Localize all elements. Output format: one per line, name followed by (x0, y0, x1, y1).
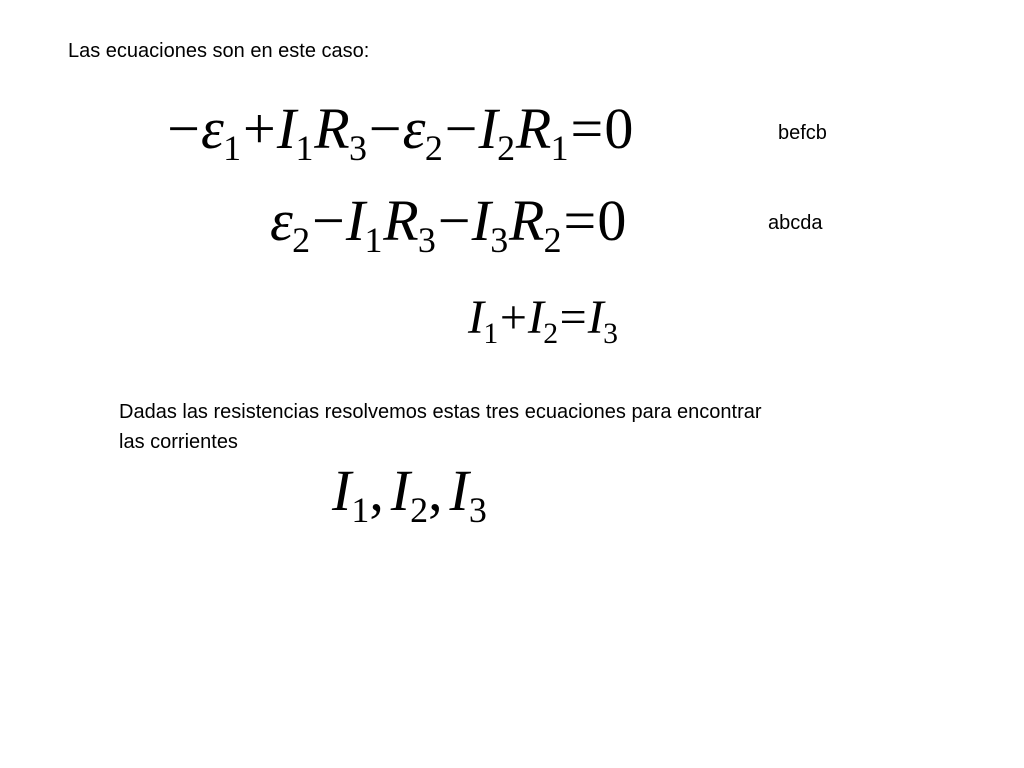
eq3-current-subscript: 1 (483, 316, 499, 350)
eq2-resistance-symbol-2: R (508, 188, 545, 253)
eq2-resistance-symbol: R (383, 188, 419, 253)
eq2-emf-symbol: ε (270, 188, 293, 253)
eq3-equals: = (559, 291, 587, 344)
eq2-emf-subscript: 2 (292, 219, 311, 260)
loop-label-befcb: befcb (778, 122, 827, 144)
eq2-current-symbol: I (345, 188, 366, 253)
eq1-resistance-symbol-2: R (515, 96, 552, 161)
eq1-resistance-symbol: R (314, 96, 350, 161)
eq1-current-subscript: 1 (295, 127, 314, 168)
currents-comma-1: , (369, 458, 384, 523)
eq2-resistance-subscript-2: 2 (543, 219, 562, 260)
eq1-equals: = (570, 96, 604, 161)
eq3-plus: + (499, 291, 527, 344)
equation-junction (468, 291, 619, 350)
eq2-current-subscript-2: 3 (490, 219, 509, 260)
eq3-current-symbol-2: I (527, 291, 544, 344)
eq2-current-symbol-2: I (471, 188, 491, 253)
explanation-line-2: las corrientes (119, 431, 238, 453)
eq1-plus: + (243, 96, 276, 161)
eq1-emf-symbol-2: ε (402, 96, 426, 161)
current-3-subscript: 3 (468, 489, 487, 530)
eq1-current-symbol-2: I (478, 96, 498, 161)
current-1-subscript: 1 (351, 489, 370, 530)
eq1-resistance-subscript-2: 1 (550, 127, 569, 168)
eq1-emf-subscript-2: 2 (424, 127, 443, 168)
explanation-line-1: Dadas las resistencias resolvemos estas tres ecuaciones para encontrar (119, 401, 762, 423)
intro-text: Las ecuaciones son en este caso: (68, 40, 370, 62)
eq1-emf-subscript: 1 (223, 127, 242, 168)
current-3-symbol: I (449, 458, 469, 523)
eq3-current-symbol: I (468, 291, 484, 344)
eq2-equals: = (563, 188, 597, 253)
eq1-resistance-subscript: 3 (348, 127, 367, 168)
equation-loop-abcda (270, 188, 627, 260)
eq2-current-subscript: 1 (364, 219, 383, 260)
equation-loop-befcb (166, 96, 634, 168)
eq1-minus-3: − (444, 96, 478, 161)
eq1-emf-symbol: ε (201, 96, 224, 161)
eq1-current-subscript-2: 2 (497, 127, 516, 168)
eq3-current-symbol-3: I (587, 291, 604, 344)
eq3-current-subscript-2: 2 (543, 316, 559, 350)
eq1-minus: − (167, 96, 200, 161)
current-1-symbol: I (332, 458, 352, 523)
currents-expression (332, 458, 487, 530)
eq2-zero: 0 (597, 188, 627, 253)
current-2-symbol: I (390, 458, 411, 523)
eq2-minus: − (312, 188, 345, 253)
currents-comma-2: , (428, 458, 443, 523)
loop-label-abcda: abcda (768, 212, 823, 234)
eq1-zero: 0 (604, 96, 634, 161)
explanation-paragraph (119, 397, 979, 457)
eq2-minus-2: − (437, 188, 471, 253)
current-2-subscript: 2 (410, 489, 429, 530)
eq1-current-symbol: I (276, 96, 297, 161)
eq3-current-subscript-3: 3 (603, 316, 618, 350)
eq1-minus-2: − (368, 96, 402, 161)
eq2-resistance-subscript: 3 (417, 219, 436, 260)
